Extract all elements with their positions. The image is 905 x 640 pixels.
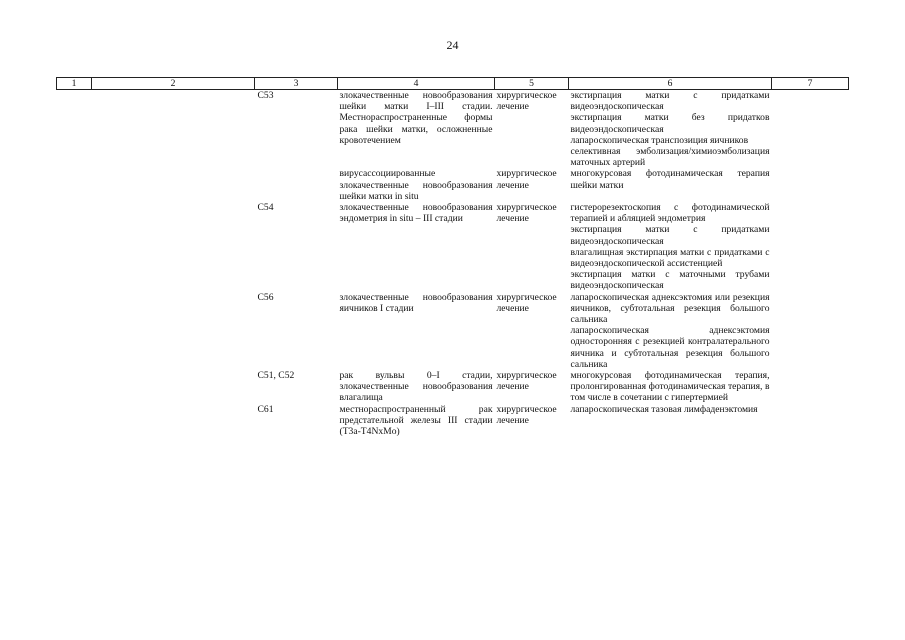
method-item: экстирпация матки с придатками видеоэндоскопическая: [570, 224, 770, 247]
icd-code: C61: [257, 403, 274, 415]
table-row: [57, 90, 849, 169]
diagnosis-text: местнораспространенный рак предстательной железы III стадии (T3a-T4NxMo): [339, 403, 493, 438]
icd-code: [255, 168, 338, 202]
method-item: экстирпация матки без придатков видеоэндоскопическая: [570, 112, 770, 135]
method-item: экстирпация матки с придатками видеоэндоскопическая: [570, 90, 770, 113]
method-item: многокурсовая фотодинамическая терапия шейки матки: [570, 168, 770, 191]
icd-code: C56: [257, 291, 274, 303]
diagnosis-text: вирусассоциированные злокачественные новообразования шейки матки in situ: [339, 168, 493, 202]
diagnosis-text: злокачественные новообразования яичников I стадии: [339, 291, 493, 314]
table-header-row: [57, 78, 849, 90]
diagnosis-text: злокачественные новообразования эндометрия in situ – III стадии: [339, 202, 493, 225]
method-item: многокурсовая фотодинамическая терапия, пролонгированная фотодинамическая терапия, в том числе в сочетании с гипертермией: [570, 370, 770, 404]
treatment-type: хирургическое лечение: [496, 370, 557, 393]
table-row: [57, 292, 849, 370]
diagnosis-text: рак вульвы 0–I стадии, злокачественные новообразования влагалища: [339, 370, 493, 404]
method-item: лапароскопическая аднексэктомия или резекция яичников, субтотальная резекция большого сальника: [570, 291, 770, 326]
table-row: [57, 168, 849, 202]
column-header: 3: [255, 78, 338, 90]
column-header: 6: [569, 78, 772, 90]
treatment-type: хирургическое лечение: [496, 291, 557, 314]
icd-code: C54: [257, 202, 274, 214]
method-item: влагалищная экстирпация матки с придатками с видеоэндоскопической ассистенцией: [570, 246, 770, 270]
icd-code: C51, C52: [257, 370, 295, 382]
method-item: гистерорезектоскопия с фотодинамической терапией и абляцией эндометрия: [570, 202, 770, 225]
treatment-type: хирургическое лечение: [496, 90, 557, 113]
method-item: экстирпация матки с маточными трубами видеоэндоскопическая: [570, 269, 770, 292]
column-header: 2: [92, 78, 255, 90]
page-number: 24: [446, 38, 459, 52]
method-item: лапароскопическая транспозиция яичников: [570, 134, 749, 146]
column-header: 7: [772, 78, 849, 90]
icd-code: C53: [257, 90, 274, 101]
treatment-type: хирургическое лечение: [496, 168, 557, 191]
treatment-type: хирургическое лечение: [496, 202, 557, 225]
table-row: [57, 404, 849, 438]
column-header: 1: [57, 78, 92, 90]
column-header: 5: [495, 78, 569, 90]
table-row: [57, 370, 849, 404]
treatment-type: хирургическое лечение: [496, 403, 557, 426]
method-item: лапароскопическая тазовая лимфаденэктомия: [570, 403, 758, 415]
treatment-table: [56, 77, 849, 437]
column-header: 4: [338, 78, 495, 90]
table-row: [57, 202, 849, 292]
diagnosis-text: злокачественные новообразования шейки матки I–III стадии. Местнораспространенные формы рака шейки матки, осложненные кровотечением: [339, 90, 493, 146]
method-item: селективная эмболизация/химиоэмболизация маточных артерий: [570, 146, 770, 169]
method-item: лапароскопическая аднексэктомия односторонняя с резекцией контралатерального яичника и субтотальная резекция большого сальника: [570, 325, 770, 370]
